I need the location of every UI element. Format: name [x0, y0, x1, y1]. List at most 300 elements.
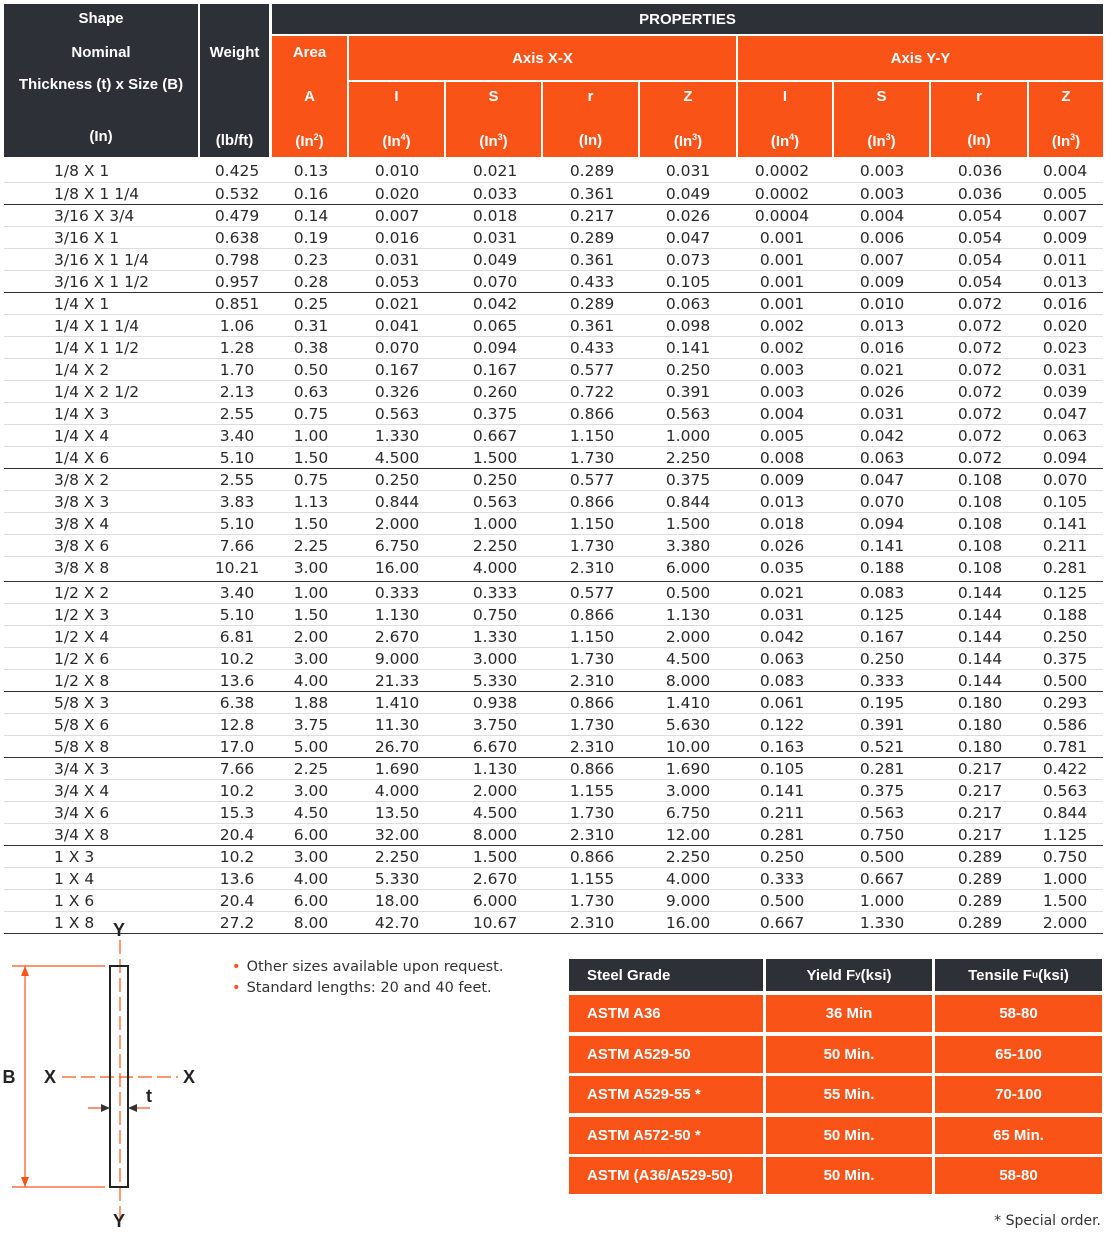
table-cell: 0.289 — [569, 229, 615, 247]
table-cell: 0.144 — [957, 650, 1003, 668]
table-cell: 3/4 X 4 — [54, 782, 110, 800]
table-cell: 4.50 — [293, 804, 329, 822]
table-cell: 3.00 — [293, 650, 329, 668]
area-header — [272, 36, 347, 157]
table-cell: 10.00 — [665, 738, 711, 756]
table-cell: 15.3 — [219, 804, 255, 822]
table-cell: 0.217 — [957, 760, 1003, 778]
special-order-note: * Special order. — [994, 1213, 1101, 1229]
table-cell: 0.333 — [859, 672, 905, 690]
table-cell: 1.730 — [569, 449, 615, 467]
table-cell: 0.125 — [1042, 584, 1088, 602]
table-cell: 0.180 — [957, 716, 1003, 734]
table-cell: 0.289 — [569, 295, 615, 313]
table-cell: 17.0 — [219, 738, 255, 756]
table-cell: 0.020 — [1042, 317, 1088, 335]
table-cell: 1/2 X 2 — [54, 584, 110, 602]
table-cell: 0.001 — [759, 295, 805, 313]
table-cell: 0.425 — [214, 162, 260, 180]
table-cell: 0.016 — [1042, 295, 1088, 313]
table-cell: 0.180 — [957, 694, 1003, 712]
table-row — [4, 867, 1103, 890]
table-row — [4, 779, 1103, 802]
table-cell: 4.500 — [665, 650, 711, 668]
table-cell: 8.000 — [472, 826, 518, 844]
table-cell: 1.500 — [1042, 892, 1088, 910]
property-column-header — [738, 82, 832, 157]
table-row — [4, 314, 1103, 337]
table-cell: 0.003 — [759, 361, 805, 379]
table-row — [4, 691, 1103, 714]
table-cell: 3/8 X 6 — [54, 537, 110, 555]
table-cell: 2.310 — [569, 559, 615, 577]
table-cell: 0.042 — [472, 295, 518, 313]
table-cell: 0.105 — [665, 273, 711, 291]
table-cell: 0.500 — [665, 584, 711, 602]
table-cell: 2.000 — [665, 628, 711, 646]
table-cell: 1.330 — [472, 628, 518, 646]
table-cell: 0.054 — [957, 207, 1003, 225]
table-cell: 0.844 — [1042, 804, 1088, 822]
table-row — [4, 270, 1103, 293]
table-cell: 0.844 — [665, 493, 711, 511]
table-cell: 1/4 X 1 1/4 — [54, 317, 140, 335]
table-cell: 0.026 — [665, 207, 711, 225]
table-cell: 0.577 — [569, 361, 615, 379]
table-cell: 0.063 — [665, 295, 711, 313]
table-cell: 0.844 — [374, 493, 420, 511]
table-cell: 13.6 — [219, 672, 255, 690]
table-cell: 1.730 — [569, 650, 615, 668]
table-cell: 0.001 — [759, 273, 805, 291]
table-row — [4, 160, 1103, 182]
table-cell: 3.000 — [665, 782, 711, 800]
table-cell: 13.6 — [219, 870, 255, 888]
table-row — [4, 534, 1103, 557]
table-cell: 4.500 — [374, 449, 420, 467]
table-cell: 0.031 — [759, 606, 805, 624]
table-cell: 0.007 — [374, 207, 420, 225]
table-cell: 0.070 — [1042, 471, 1088, 489]
table-cell: 0.217 — [957, 804, 1003, 822]
grade-cell: 55 Min. — [766, 1076, 932, 1113]
table-cell: 0.866 — [569, 848, 615, 866]
table-cell: 0.009 — [859, 273, 905, 291]
table-cell: 0.065 — [472, 317, 518, 335]
table-cell: 4.000 — [472, 559, 518, 577]
table-cell: 0.217 — [957, 782, 1003, 800]
table-cell: 0.250 — [1042, 628, 1088, 646]
table-cell: 0.521 — [859, 738, 905, 756]
table-cell: 0.75 — [293, 405, 329, 423]
table-cell: 0.211 — [1042, 537, 1088, 555]
table-cell: 0.094 — [472, 339, 518, 357]
table-cell: 1.500 — [665, 515, 711, 533]
table-cell: 0.375 — [665, 471, 711, 489]
table-cell: 0.667 — [472, 427, 518, 445]
table-cell: 3.750 — [472, 716, 518, 734]
table-cell: 0.75 — [293, 471, 329, 489]
table-cell: 0.072 — [957, 361, 1003, 379]
table-cell: 0.938 — [472, 694, 518, 712]
table-cell: 0.020 — [374, 185, 420, 203]
note-item: • Other sizes available upon request. — [232, 959, 504, 975]
table-cell: 0.042 — [859, 427, 905, 445]
table-cell: 2.000 — [374, 515, 420, 533]
table-cell: 0.041 — [374, 317, 420, 335]
table-cell: 0.289 — [569, 162, 615, 180]
table-cell: 0.008 — [759, 449, 805, 467]
table-cell: 5.00 — [293, 738, 329, 756]
table-cell: 0.007 — [859, 251, 905, 269]
column-unit: (In$^4$) — [382, 132, 411, 150]
axis-yy-header: Axis Y-Y — [738, 36, 1103, 80]
grade-cell: 50 Min. — [766, 1117, 932, 1154]
column-symbol: r — [976, 88, 982, 105]
table-cell: 2.250 — [665, 848, 711, 866]
table-cell: 0.072 — [957, 427, 1003, 445]
table-cell: 2.55 — [219, 471, 255, 489]
grade-cell: 70-100 — [935, 1076, 1102, 1113]
table-cell: 0.163 — [759, 738, 805, 756]
table-cell: 0.108 — [957, 471, 1003, 489]
table-cell: 3/4 X 6 — [54, 804, 110, 822]
table-cell: 0.036 — [957, 162, 1003, 180]
table-row — [4, 358, 1103, 381]
table-cell: 9.000 — [374, 650, 420, 668]
table-cell: 0.25 — [293, 295, 329, 313]
table-cell: 0.083 — [859, 584, 905, 602]
table-cell: 0.003 — [859, 185, 905, 203]
table-cell: 0.167 — [472, 361, 518, 379]
table-cell: 0.433 — [569, 273, 615, 291]
table-cell: 1.000 — [1042, 870, 1088, 888]
table-cell: 3/16 X 1 — [54, 229, 120, 247]
table-cell: 1/8 X 1 — [54, 162, 110, 180]
table-cell: 2.25 — [293, 760, 329, 778]
table-cell: 6.00 — [293, 892, 329, 910]
bullet-icon: • — [232, 980, 241, 996]
table-cell: 0.063 — [1042, 427, 1088, 445]
table-cell: 0.031 — [472, 229, 518, 247]
table-cell: 0.260 — [472, 383, 518, 401]
table-cell: 32.00 — [374, 826, 420, 844]
table-cell: 0.002 — [759, 339, 805, 357]
table-cell: 0.281 — [859, 760, 905, 778]
table-cell: 0.047 — [859, 471, 905, 489]
grade-cell: 58-80 — [935, 995, 1102, 1032]
table-cell: 3/8 X 2 — [54, 471, 110, 489]
table-cell: 0.108 — [957, 515, 1003, 533]
table-cell: 1.70 — [219, 361, 255, 379]
table-cell: 0.001 — [759, 251, 805, 269]
table-cell: 0.361 — [569, 185, 615, 203]
table-cell: 12.00 — [665, 826, 711, 844]
table-cell: 0.188 — [1042, 606, 1088, 624]
table-cell: 16.00 — [665, 914, 711, 932]
table-cell: 2.000 — [472, 782, 518, 800]
table-cell: 0.375 — [859, 782, 905, 800]
table-cell: 0.108 — [957, 559, 1003, 577]
table-cell: 0.361 — [569, 317, 615, 335]
table-cell: 0.957 — [214, 273, 260, 291]
table-cell: 1/4 X 4 — [54, 427, 110, 445]
table-cell: 0.50 — [293, 361, 329, 379]
table-cell: 3.00 — [293, 782, 329, 800]
table-cell: 0.063 — [759, 650, 805, 668]
table-cell: 0.144 — [957, 606, 1003, 624]
table-cell: 1/4 X 3 — [54, 405, 110, 423]
tensile-header: Tensile F u (ksi) — [935, 959, 1102, 991]
table-cell: 5/8 X 6 — [54, 716, 110, 734]
column-symbol: I — [782, 88, 788, 105]
table-cell: 0.141 — [859, 537, 905, 555]
table-cell: 0.28 — [293, 273, 329, 291]
property-column-header — [543, 82, 638, 157]
table-cell: 0.433 — [569, 339, 615, 357]
table-cell: 0.586 — [1042, 716, 1088, 734]
grade-cell: ASTM A572-50 * — [569, 1117, 763, 1154]
table-cell: 1.150 — [569, 427, 615, 445]
table-row — [4, 603, 1103, 626]
table-cell: 0.049 — [472, 251, 518, 269]
table-cell: 0.036 — [957, 185, 1003, 203]
table-cell: 0.577 — [569, 584, 615, 602]
table-cell: 1.330 — [859, 914, 905, 932]
table-cell: 0.195 — [859, 694, 905, 712]
table-cell: 1/4 X 2 — [54, 361, 110, 379]
shape-label: Shape — [78, 10, 124, 27]
flat-bar-diagram — [0, 920, 210, 1240]
table-cell: 5.10 — [219, 515, 255, 533]
table-cell: 0.108 — [957, 493, 1003, 511]
table-cell: 0.039 — [1042, 383, 1088, 401]
table-cell: 5.10 — [219, 449, 255, 467]
table-cell: 1.150 — [569, 515, 615, 533]
table-row — [4, 446, 1103, 469]
table-cell: 0.010 — [859, 295, 905, 313]
table-cell: 0.250 — [665, 361, 711, 379]
table-cell: 0.144 — [957, 584, 1003, 602]
table-cell: 0.063 — [859, 449, 905, 467]
table-row — [4, 889, 1103, 912]
table-cell: 0.141 — [1042, 515, 1088, 533]
table-row — [4, 380, 1103, 403]
table-cell: 0.070 — [859, 493, 905, 511]
table-cell: 9.000 — [665, 892, 711, 910]
table-cell: 0.289 — [957, 892, 1003, 910]
table-cell: 1.00 — [293, 427, 329, 445]
table-cell: 1 X 8 — [54, 914, 95, 932]
table-cell: 0.141 — [665, 339, 711, 357]
property-column-header — [931, 82, 1027, 157]
table-row — [4, 204, 1103, 227]
table-cell: 2.310 — [569, 914, 615, 932]
table-cell: 2.670 — [374, 628, 420, 646]
table-cell: 0.026 — [759, 537, 805, 555]
column-unit: (In) — [578, 132, 603, 149]
table-cell: 0.083 — [759, 672, 805, 690]
column-symbol: Z — [1061, 88, 1071, 105]
table-cell: 1.410 — [374, 694, 420, 712]
table-cell: 1.730 — [569, 892, 615, 910]
table-cell: 2.670 — [472, 870, 518, 888]
area-unit: (In$^2$) — [295, 132, 324, 150]
table-cell: 0.281 — [759, 826, 805, 844]
table-cell: 1.50 — [293, 515, 329, 533]
table-cell: 2.000 — [1042, 914, 1088, 932]
table-cell: 0.532 — [214, 185, 260, 203]
table-cell: 1.13 — [293, 493, 329, 511]
table-row — [4, 669, 1103, 692]
table-cell: 2.250 — [472, 537, 518, 555]
table-cell: 0.563 — [1042, 782, 1088, 800]
table-cell: 1.000 — [472, 515, 518, 533]
table-cell: 4.00 — [293, 870, 329, 888]
table-cell: 0.049 — [665, 185, 711, 203]
table-cell: 18.00 — [374, 892, 420, 910]
table-cell: 0.010 — [374, 162, 420, 180]
table-cell: 0.500 — [1042, 672, 1088, 690]
table-cell: 0.004 — [1042, 162, 1088, 180]
table-cell: 0.007 — [1042, 207, 1088, 225]
table-cell: 0.866 — [569, 760, 615, 778]
grade-cell: 50 Min. — [766, 1157, 932, 1194]
axis-xx-header: Axis X-X — [349, 36, 736, 80]
x-right-label: X — [182, 1067, 196, 1087]
column-unit: (In) — [967, 132, 991, 149]
table-cell: 0.021 — [859, 361, 905, 379]
table-cell: 1.500 — [472, 449, 518, 467]
yield-header: Yield F y (ksi) — [766, 959, 932, 991]
table-cell: 2.310 — [569, 738, 615, 756]
properties-header: PROPERTIES — [272, 4, 1103, 34]
table-cell: 0.018 — [759, 515, 805, 533]
table-row — [4, 226, 1103, 249]
table-cell: 5/8 X 3 — [54, 694, 110, 712]
table-cell: 1.410 — [665, 694, 711, 712]
table-cell: 3.00 — [293, 559, 329, 577]
table-cell: 0.781 — [1042, 738, 1088, 756]
table-cell: 13.50 — [374, 804, 420, 822]
table-cell: 0.289 — [957, 848, 1003, 866]
b-label: B — [2, 1067, 16, 1087]
table-cell: 0.005 — [759, 427, 805, 445]
table-row — [4, 647, 1103, 670]
table-cell: 0.031 — [665, 162, 711, 180]
table-cell: 0.031 — [859, 405, 905, 423]
table-cell: 0.013 — [1042, 273, 1088, 291]
table-cell: 1.730 — [569, 804, 615, 822]
table-cell: 0.072 — [957, 339, 1003, 357]
table-cell: 1.690 — [374, 760, 420, 778]
column-symbol: I — [394, 88, 399, 105]
table-cell: 1/4 X 6 — [54, 449, 110, 467]
table-cell: 0.004 — [859, 207, 905, 225]
grade-cell: ASTM A529-50 — [569, 1036, 763, 1073]
table-row — [4, 801, 1103, 824]
table-cell: 1.130 — [665, 606, 711, 624]
table-cell: 5.330 — [472, 672, 518, 690]
table-cell: 1/4 X 1 — [54, 295, 110, 313]
table-cell: 1.500 — [472, 848, 518, 866]
table-cell: 0.422 — [1042, 760, 1088, 778]
table-cell: 1.155 — [569, 782, 615, 800]
table-cell: 1 X 6 — [54, 892, 95, 910]
table-cell: 3/4 X 3 — [54, 760, 110, 778]
table-cell: 0.391 — [859, 716, 905, 734]
table-cell: 1.690 — [665, 760, 711, 778]
grade-cell: ASTM (A36/A529-50) — [569, 1157, 763, 1194]
table-cell: 27.2 — [219, 914, 255, 932]
table-cell: 20.4 — [219, 892, 255, 910]
table-cell: 3/8 X 3 — [54, 493, 110, 511]
table-cell: 0.031 — [374, 251, 420, 269]
table-cell: 0.047 — [665, 229, 711, 247]
table-cell: 0.144 — [957, 672, 1003, 690]
grade-cell: 65-100 — [935, 1036, 1102, 1073]
table-cell: 0.047 — [1042, 405, 1088, 423]
table-cell: 3/16 X 1 1/2 — [54, 273, 150, 291]
column-unit: (In$^3$) — [479, 132, 508, 150]
table-cell: 3/4 X 8 — [54, 826, 110, 844]
table-cell: 1/2 X 8 — [54, 672, 110, 690]
table-cell: 0.125 — [859, 606, 905, 624]
table-cell: 6.81 — [219, 628, 255, 646]
table-cell: 6.750 — [374, 537, 420, 555]
table-cell: 2.13 — [219, 383, 255, 401]
table-cell: 0.105 — [759, 760, 805, 778]
table-cell: 0.375 — [1042, 650, 1088, 668]
table-cell: 0.866 — [569, 694, 615, 712]
table-cell: 0.016 — [859, 339, 905, 357]
table-row — [4, 757, 1103, 780]
table-cell: 1 X 4 — [54, 870, 95, 888]
table-cell: 1.330 — [374, 427, 420, 445]
table-cell: 0.0002 — [754, 162, 810, 180]
table-cell: 0.866 — [569, 493, 615, 511]
table-cell: 1.88 — [293, 694, 329, 712]
table-row — [4, 735, 1103, 758]
table-cell: 3.75 — [293, 716, 329, 734]
table-cell: 0.054 — [957, 229, 1003, 247]
table-cell: 0.479 — [214, 207, 260, 225]
steel-grade-header: Steel Grade — [569, 959, 763, 991]
table-cell: 0.042 — [759, 628, 805, 646]
table-cell: 0.563 — [374, 405, 420, 423]
table-cell: 0.003 — [759, 383, 805, 401]
table-cell: 3.000 — [472, 650, 518, 668]
t-label: t — [146, 1086, 152, 1106]
table-cell: 0.167 — [374, 361, 420, 379]
table-cell: 6.000 — [472, 892, 518, 910]
table-cell: 1.155 — [569, 870, 615, 888]
shape-unit: (In) — [89, 128, 113, 145]
table-cell: 3.83 — [219, 493, 255, 511]
column-symbol: S — [876, 88, 887, 105]
table-cell: 6.000 — [665, 559, 711, 577]
table-cell: 4.00 — [293, 672, 329, 690]
thickness-size-label: Thickness (t) x Size (B) — [18, 76, 184, 93]
weight-label: Weight — [209, 44, 260, 61]
table-cell: 0.391 — [665, 383, 711, 401]
table-cell: 0.19 — [293, 229, 329, 247]
table-cell: 0.013 — [759, 493, 805, 511]
table-cell: 0.577 — [569, 471, 615, 489]
table-cell: 0.667 — [859, 870, 905, 888]
table-cell: 26.70 — [374, 738, 420, 756]
table-cell: 0.035 — [759, 559, 805, 577]
